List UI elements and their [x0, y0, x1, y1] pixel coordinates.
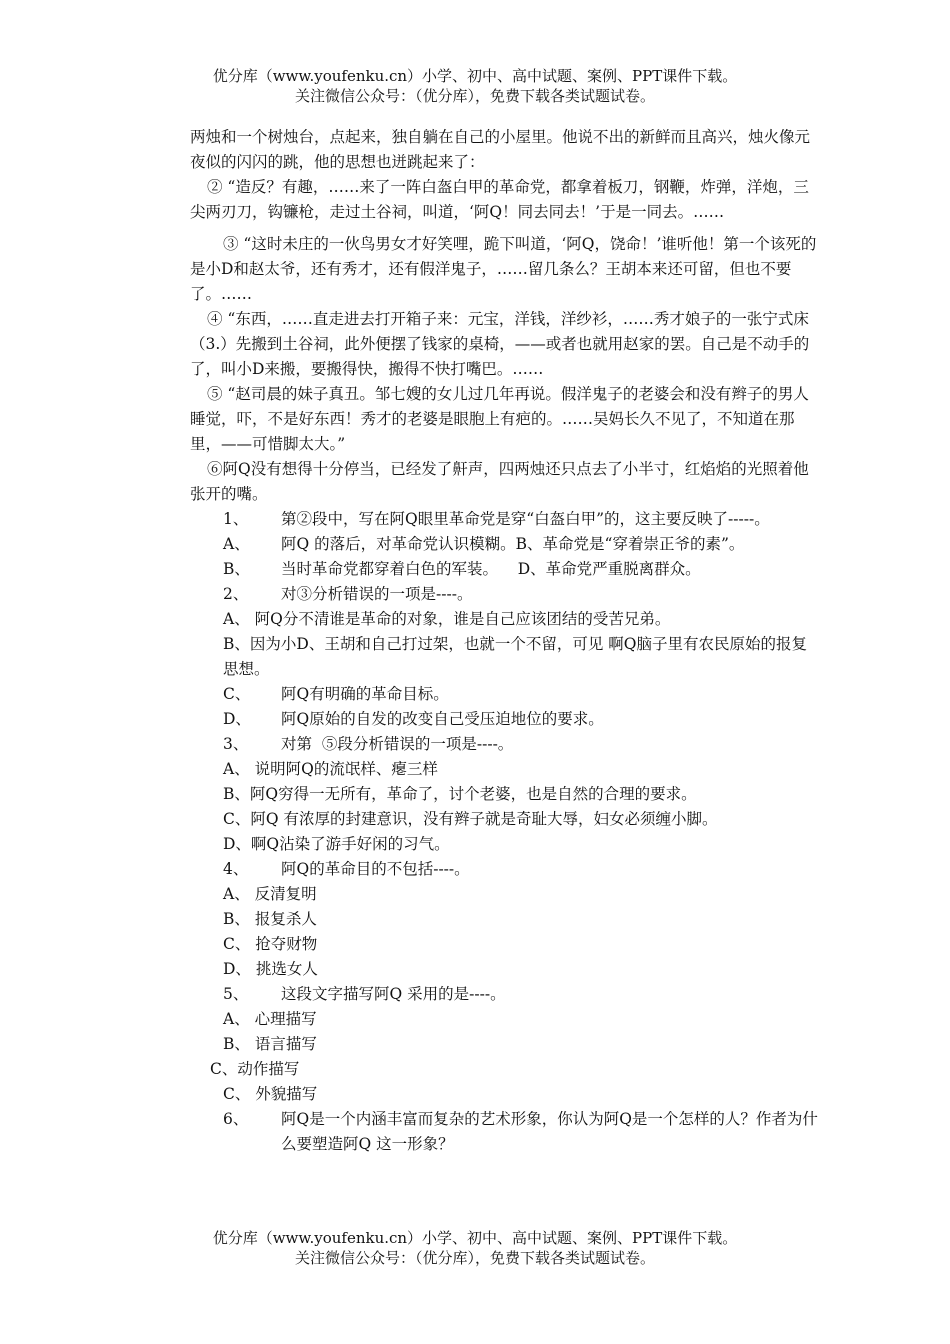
- passage-paragraph-2: ② “造反？有趣，……来了一阵白盔白甲的革命党，都拿着板刀，钢鞭，炸弹，洋炮，三尖两刃刀，钩镰枪，走过土谷祠，叫道，‘阿Q！同去同去！’于是一同去。……: [190, 178, 809, 221]
- option-text: 阿Q有明确的革命目标。: [281, 685, 449, 703]
- option-q2-a: A、 阿Q分不清谁是革命的对象，谁是自己应该团结的受苦兄弟。: [223, 610, 671, 628]
- option-label: B、: [223, 560, 250, 578]
- option-q2-b: B、因为小D、王胡和自己打过架，也就一个不留，可见 啊Q脑子里有农民原始的报复思想。: [223, 635, 807, 678]
- document-body: [190, 125, 820, 1157]
- footer-line-1: 优分库（www.youfenku.cn）小学、初中、高中试题、案例、PPT课件下载。: [212, 1229, 738, 1247]
- option-q2-d: [190, 707, 820, 732]
- option-q5-b: B、 语言描写: [223, 1035, 317, 1053]
- question-3: [190, 732, 820, 757]
- option-q4-a: A、 反清复明: [223, 885, 317, 903]
- option-label: A、: [223, 535, 250, 553]
- question-number: 1、: [223, 510, 249, 528]
- option-q4-b: B、 报复杀人: [223, 910, 317, 928]
- question-number: 2、: [223, 585, 249, 603]
- option-q1-a: [190, 532, 820, 557]
- option-text: 当时革命党都穿着白色的军装。 D、革命党严重脱离群众。: [281, 560, 701, 578]
- question-number: 3、: [223, 735, 249, 753]
- option-label: D、: [223, 710, 251, 728]
- question-text: 第②段中，写在阿Q眼里革命党是穿“白盔白甲”的，这主要反映了-----。: [281, 510, 770, 528]
- option-q3-c: C、阿Q 有浓厚的封建意识，没有辫子就是奇耻大辱，妇女必须缠小脚。: [223, 810, 718, 828]
- question-2: [190, 582, 820, 607]
- footer-line-2: 关注微信公众号：（优分库），免费下载各类试题试卷。: [294, 1249, 655, 1267]
- option-text: 阿Q 的落后，对革命党认识模糊。B、革命党是“穿着崇正爷的素”。: [281, 535, 745, 553]
- question-4: [190, 857, 820, 882]
- option-q4-d: D、 挑选女人: [223, 960, 318, 978]
- option-q5-d: C、 外貌描写: [223, 1085, 318, 1103]
- option-q4-c: C、 抢夺财物: [223, 935, 318, 953]
- header-line-1: 优分库（www.youfenku.cn）小学、初中、高中试题、案例、PPT课件下载。: [212, 67, 738, 85]
- passage-paragraph-4: ④ “东西，……直走进去打开箱子来：元宝，洋钱，洋纱衫，……秀才娘子的一张宁式床（3.）先搬到土谷祠，此外便摆了钱家的桌椅，——或者也就用赵家的罢。自己是不动手的了，叫小D来搬，要搬得快，搬得不快打嘴巴。……: [190, 310, 810, 378]
- question-6: [190, 1107, 820, 1157]
- option-q3-b: B、阿Q穷得一无所有，革命了，讨个老婆，也是自然的合理的要求。: [223, 785, 697, 803]
- question-1: [190, 507, 820, 532]
- question-number: 6、: [223, 1110, 249, 1128]
- passage-paragraph-6: ⑥阿Q没有想得十分停当，已经发了鼾声，四两烛还只点去了小半寸，红焰焰的光照着他张开的嘴。: [190, 460, 809, 503]
- question-text: 这段文字描写阿Q 采用的是----。: [281, 985, 506, 1003]
- question-number: 4、: [223, 860, 249, 878]
- question-text: 对③分析错误的一项是----。: [281, 585, 473, 603]
- passage-paragraph-5: ⑤ “赵司晨的妹子真丑。邹七嫂的女儿过几年再说。假洋鬼子的老婆会和没有辫子的男人睡觉，吓，不是好东西！秀才的老婆是眼胞上有疤的。……吴妈长久不见了，不知道在那里，——可惜脚太大。”: [190, 385, 809, 453]
- question-text: 阿Q的革命目的不包括----。: [281, 860, 470, 878]
- option-q1-b: [190, 557, 820, 582]
- option-label: C、: [223, 685, 251, 703]
- page-footer: [0, 1228, 950, 1268]
- page-header: [0, 66, 950, 106]
- option-q3-a: A、 说明阿Q的流氓样、瘪三样: [223, 760, 438, 778]
- header-line-2: 关注微信公众号：（优分库），免费下载各类试题试卷。: [294, 87, 655, 105]
- option-q3-d: D、啊Q沾染了游手好闲的习气。: [223, 835, 450, 853]
- question-text: 阿Q是一个内涵丰富而复杂的艺术形象，你认为阿Q是一个怎样的人？作者为什么要塑造阿Q 这一形象？: [281, 1110, 818, 1153]
- option-q5-c: C、动作描写: [210, 1060, 300, 1078]
- passage-paragraph-1: 两烛和一个树烛台，点起来，独自躺在自己的小屋里。他说不出的新鲜而且高兴，烛火像元夜似的闪闪的跳，他的思想也迸跳起来了：: [190, 128, 811, 171]
- option-text: 阿Q原始的自发的改变自己受压迫地位的要求。: [281, 710, 604, 728]
- question-5: [190, 982, 820, 1007]
- option-q2-c: [190, 682, 820, 707]
- question-number: 5、: [223, 985, 249, 1003]
- question-text: 对第 ⑤段分析错误的一项是----。: [281, 735, 514, 753]
- passage-paragraph-3: ③ “这时未庄的一伙鸟男女才好笑哩，跪下叫道，‘阿Q，饶命！’谁听他！第一个该死的是小D和赵太爷，还有秀才，还有假洋鬼子，……留几条么？王胡本来还可留，但也不要了。……: [190, 235, 817, 303]
- option-q5-a: A、 心理描写: [223, 1010, 317, 1028]
